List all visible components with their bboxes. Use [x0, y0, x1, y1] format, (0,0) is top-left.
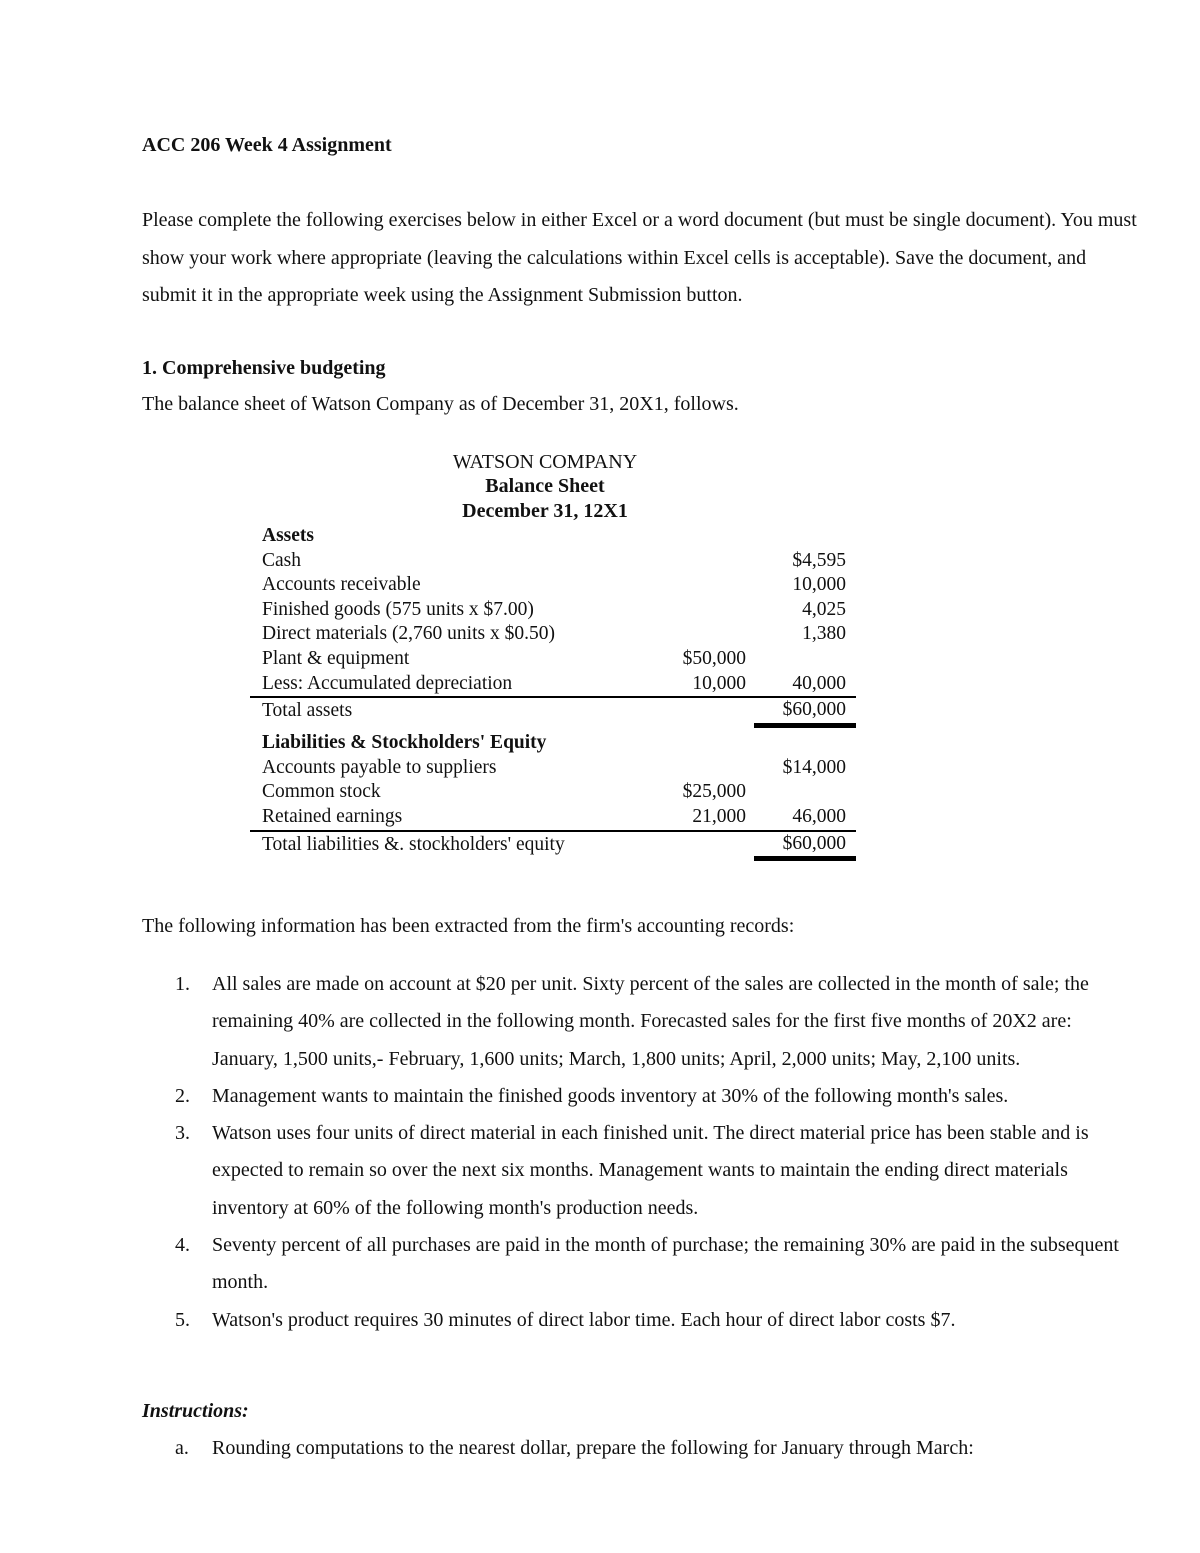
table-row: [250, 780, 856, 805]
row-value-1: 10,000: [650, 672, 754, 698]
instructions-heading: Instructions:: [142, 1400, 249, 1422]
row-label: Common stock: [262, 781, 381, 803]
total-liabilities-value: $60,000: [754, 831, 856, 859]
row-value-1: [650, 573, 754, 598]
row-value-2: 40,000: [754, 672, 856, 698]
list-item-number: 4.: [175, 1234, 190, 1257]
row-value-1: [650, 598, 754, 623]
row-label: Finished goods (575 units x $7.00): [262, 598, 534, 620]
list-item: [170, 1078, 1130, 1115]
row-label: Less: Accumulated depreciation: [250, 672, 650, 698]
section-intro: The balance sheet of Watson Company as of December 31, 20X1, follows.: [142, 393, 739, 415]
row-value-2: [754, 780, 856, 805]
list-item-text: Watson uses four units of direct material in each finished unit. The direct material price has been stable and is expected to remain so over the next six months. Management wants to maintain the ending direct materials inventory at 60% of the following month's production needs.: [212, 1122, 1089, 1219]
table-row: [250, 549, 856, 574]
balance-sheet-company: WATSON COMPANY: [452, 451, 638, 473]
row-value-1: $25,000: [682, 781, 746, 803]
row-label: Cash: [262, 549, 301, 571]
list-item-number: 2.: [175, 1084, 190, 1107]
total-liabilities-label: Total liabilities &. stockholders' equity: [262, 833, 565, 855]
row-value-1: [650, 622, 754, 647]
info-intro: The following information has been extracted from the firm's accounting records:: [142, 915, 795, 937]
table-row: [250, 805, 856, 831]
table-row: [250, 573, 856, 598]
row-label: Accounts payable to suppliers: [262, 756, 497, 778]
table-row: [250, 598, 856, 623]
row-value-2: 4,025: [802, 598, 846, 620]
row-value-1: 21,000: [650, 805, 754, 831]
liabilities-heading: Liabilities & Stockholders' Equity: [262, 732, 547, 754]
row-value-2: $4,595: [792, 549, 846, 571]
list-item-text: All sales are made on account at $20 per unit. Sixty percent of the sales are collected in the month of sale; the remaining 40% are collected in the following month. Forecasted sales for the first five months of 20X2 are: January, 1,500 units,- February, 1,600 units; March, 1,800 units; April, 2,000 units; May, 2,100 units.: [212, 973, 1089, 1070]
list-item-text: Seventy percent of all purchases are paid in the month of purchase; the remaining 30% are paid in the subsequent month.: [212, 1234, 1119, 1294]
list-item: [170, 1115, 1130, 1227]
list-item-number: 1.: [175, 973, 190, 995]
row-value-2: 1,380: [802, 623, 846, 645]
total-liabilities-row: [250, 831, 856, 859]
list-item-text: Management wants to maintain the finished goods inventory at 30% of the following month's sales.: [212, 1084, 1009, 1107]
row-value-1: [650, 756, 754, 781]
row-value-1: [650, 549, 754, 574]
document-title: ACC 206 Week 4 Assignment: [142, 134, 392, 156]
assets-heading: Assets: [262, 525, 314, 546]
balance-sheet-title: Balance Sheet: [485, 475, 605, 497]
table-row: [250, 647, 856, 672]
row-value-2: [754, 647, 856, 672]
row-label: Retained earnings: [250, 805, 650, 831]
total-assets-value: $60,000: [754, 697, 856, 725]
list-item: [170, 1227, 1130, 1302]
table-row: [250, 756, 856, 781]
row-label: Plant & equipment: [262, 647, 410, 669]
total-assets-label: Total assets: [262, 700, 353, 722]
instruction-item-text: Rounding computations to the nearest dollar, prepare the following for January through March:: [212, 1437, 974, 1459]
list-item-number: 3.: [175, 1122, 190, 1145]
row-label: Direct materials (2,760 units x $0.50): [262, 623, 555, 645]
table-row: [250, 672, 856, 698]
info-list: [170, 966, 1130, 1339]
list-item: [170, 1302, 1130, 1339]
table-row: [250, 622, 856, 647]
row-value-1: $50,000: [682, 647, 746, 669]
total-assets-row: [250, 697, 856, 725]
row-value-2: $14,000: [782, 756, 846, 778]
row-label: Accounts receivable: [262, 574, 421, 596]
row-value-2: 46,000: [754, 805, 856, 831]
liabilities-heading-row: [250, 725, 856, 756]
assets-heading-row: [250, 524, 856, 549]
row-value-2: 10,000: [792, 574, 846, 596]
intro-paragraph: Please complete the following exercises below in either Excel or a word document (but must be single document). You must show your work where appropriate (leaving the calculations within Excel cells is acceptable). Save the document, and submit it in the appropriate week using the Assignment Submission button.: [142, 209, 1137, 306]
balance-sheet-table: [250, 524, 856, 861]
instruction-item-number: a.: [175, 1437, 189, 1459]
instruction-item: [175, 1437, 974, 1460]
list-item-number: 5.: [175, 1308, 190, 1331]
section-heading: 1. Comprehensive budgeting: [142, 357, 386, 379]
list-item: [170, 966, 1130, 1078]
balance-sheet-date: December 31, 12X1: [462, 500, 628, 522]
list-item-text: Watson's product requires 30 minutes of direct labor time. Each hour of direct labor costs $7.: [212, 1308, 956, 1331]
